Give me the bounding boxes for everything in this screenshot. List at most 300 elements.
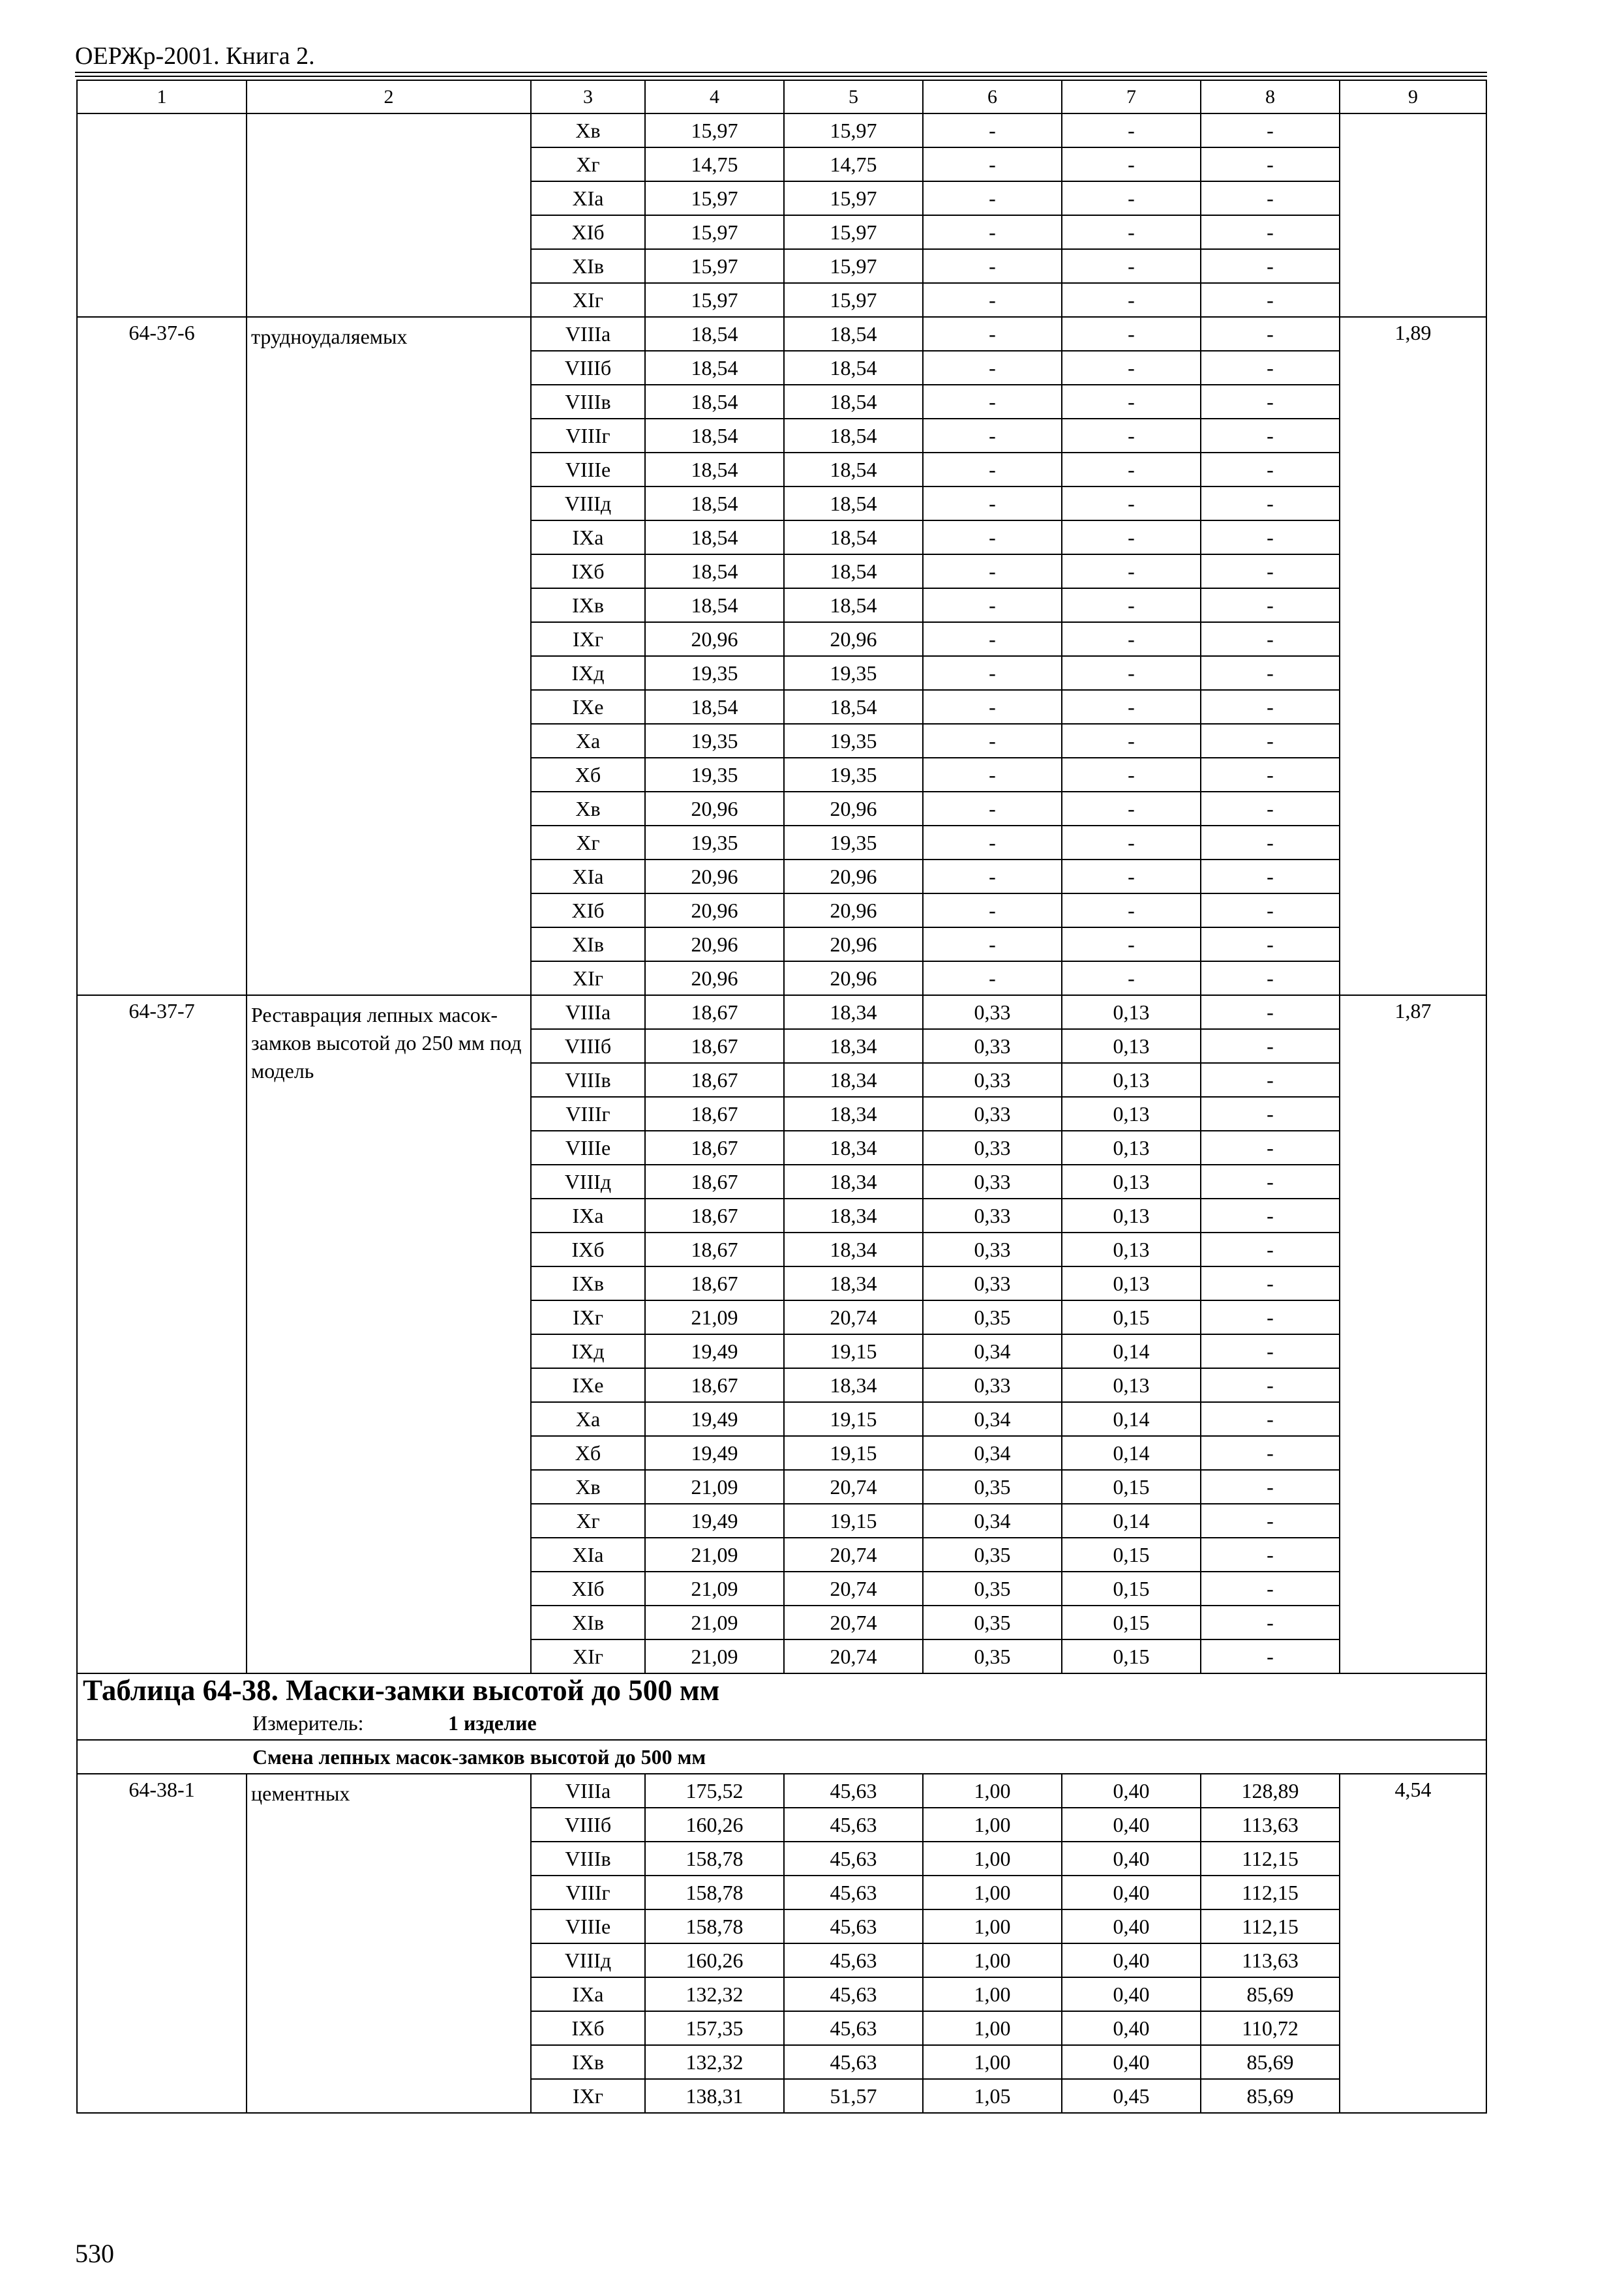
- table-cell: 0,33: [923, 1368, 1062, 1402]
- table-cell: -: [923, 927, 1062, 961]
- table-cell: -: [1201, 588, 1340, 622]
- table-cell: 0,35: [923, 1606, 1062, 1639]
- table-cell: 45,63: [784, 1774, 923, 1808]
- table-cell: 0,15: [1062, 1538, 1201, 1572]
- table-cell: 21,09: [645, 1572, 784, 1606]
- table-cell: 45,63: [784, 1808, 923, 1842]
- table-cell: 0,13: [1062, 1131, 1201, 1165]
- table-cell: VIIIд: [531, 1943, 645, 1977]
- table-cell: -: [1201, 1639, 1340, 1673]
- table-cell: 20,96: [645, 927, 784, 961]
- table-cell: IXв: [531, 2045, 645, 2079]
- table-cell: 0,40: [1062, 1808, 1201, 1842]
- table-cell: 18,54: [645, 317, 784, 351]
- table-cell: 18,54: [645, 419, 784, 453]
- table-cell: -: [923, 758, 1062, 792]
- table-cell: -: [1201, 1029, 1340, 1063]
- table-cell: -: [1201, 1504, 1340, 1538]
- table-cell: -: [1201, 351, 1340, 385]
- table-cell: 0,40: [1062, 1943, 1201, 1977]
- table-cell: -: [1201, 283, 1340, 317]
- table-cell: -: [1201, 1131, 1340, 1165]
- table-cell: 19,15: [784, 1504, 923, 1538]
- table-cell: 0,35: [923, 1470, 1062, 1504]
- item-code: 64-37-6: [77, 317, 247, 995]
- table-cell: 20,96: [645, 792, 784, 826]
- column-number-5: 5: [784, 80, 923, 113]
- table-cell: 18,54: [784, 554, 923, 588]
- table-cell: -: [1201, 893, 1340, 927]
- meter-value: 1 изделие: [448, 1711, 537, 1735]
- subsection-row: [77, 1740, 1486, 1774]
- table-cell: 20,96: [645, 961, 784, 995]
- table-cell: Xб: [531, 1436, 645, 1470]
- table-cell: Xа: [531, 724, 645, 758]
- table-cell: IXе: [531, 690, 645, 724]
- item-name: цементных: [247, 1774, 531, 2113]
- table-cell: IXв: [531, 1266, 645, 1300]
- table-cell: 158,78: [645, 1909, 784, 1943]
- table-cell: 19,35: [784, 656, 923, 690]
- table-cell: 1,00: [923, 1909, 1062, 1943]
- table-cell: 21,09: [645, 1639, 784, 1673]
- table-cell: 1,00: [923, 1808, 1062, 1842]
- table-cell: IXг: [531, 622, 645, 656]
- table-cell: 18,54: [645, 486, 784, 520]
- table-cell: 18,54: [784, 588, 923, 622]
- table-cell: 18,34: [784, 1165, 923, 1199]
- item-name: Реставрация лепных масок-замков высотой до 250 мм под модель: [247, 995, 531, 1673]
- table-cell: -: [923, 622, 1062, 656]
- table-cell: 20,96: [784, 622, 923, 656]
- table-cell: 0,33: [923, 1165, 1062, 1199]
- table-cell: 1,00: [923, 1977, 1062, 2011]
- column-number-8: 8: [1201, 80, 1340, 113]
- table-cell: -: [1062, 317, 1201, 351]
- table-cell: -: [1201, 1368, 1340, 1402]
- item-name: трудноудаляемых: [247, 317, 531, 995]
- table-cell: 1,00: [923, 1774, 1062, 1808]
- table-cell: -: [1201, 554, 1340, 588]
- item-code: 64-37-7: [77, 995, 247, 1673]
- table-cell: 20,74: [784, 1470, 923, 1504]
- column-number-9: 9: [1340, 80, 1486, 113]
- table-cell: -: [1201, 758, 1340, 792]
- table-cell: -: [1201, 792, 1340, 826]
- table-cell: 0,33: [923, 1063, 1062, 1097]
- subsection-cell: [77, 1740, 1486, 1774]
- table-cell: 112,15: [1201, 1842, 1340, 1876]
- table-cell: -: [1062, 656, 1201, 690]
- table-cell: 20,96: [645, 622, 784, 656]
- table-cell: 18,67: [645, 1063, 784, 1097]
- table-cell: 0,13: [1062, 1199, 1201, 1233]
- table-cell: XIг: [531, 283, 645, 317]
- table-cell: 0,35: [923, 1639, 1062, 1673]
- table-cell: 20,96: [784, 893, 923, 927]
- table-cell: 45,63: [784, 2011, 923, 2045]
- table-cell: 0,14: [1062, 1436, 1201, 1470]
- column-number-6: 6: [923, 80, 1062, 113]
- table-cell: -: [1201, 1199, 1340, 1233]
- item-code: 64-38-1: [77, 1774, 247, 2113]
- table-cell: 0,15: [1062, 1470, 1201, 1504]
- table-cell: -: [1062, 283, 1201, 317]
- table-cell: 45,63: [784, 1943, 923, 1977]
- table-cell: -: [923, 283, 1062, 317]
- item-col9: 4,54: [1340, 1774, 1486, 2113]
- table-cell: -: [1201, 961, 1340, 995]
- table-cell: 20,74: [784, 1538, 923, 1572]
- table-cell: 21,09: [645, 1538, 784, 1572]
- table-cell: 18,34: [784, 1368, 923, 1402]
- table-cell: 160,26: [645, 1808, 784, 1842]
- table-cell: 110,72: [1201, 2011, 1340, 2045]
- table-cell: 0,34: [923, 1334, 1062, 1368]
- table-cell: -: [1062, 588, 1201, 622]
- table-cell: 19,49: [645, 1436, 784, 1470]
- table-cell: 19,15: [784, 1334, 923, 1368]
- table-cell: 85,69: [1201, 2045, 1340, 2079]
- table-cell: 0,13: [1062, 1063, 1201, 1097]
- table-row: [77, 995, 1486, 1029]
- table-cell: VIIIе: [531, 1909, 645, 1943]
- table-cell: 0,13: [1062, 995, 1201, 1029]
- column-number-1: 1: [77, 80, 247, 113]
- table-cell: 0,35: [923, 1300, 1062, 1334]
- table-cell: 20,96: [784, 860, 923, 893]
- table-title: Таблица 64-38. Маски-замки высотой до 500 мм: [77, 1673, 1486, 1707]
- table-cell: 18,54: [645, 351, 784, 385]
- table-cell: -: [923, 249, 1062, 283]
- table-cell: VIIIд: [531, 1165, 645, 1199]
- table-cell: VIIIа: [531, 1774, 645, 1808]
- column-number-7: 7: [1062, 80, 1201, 113]
- table-cell: XIб: [531, 215, 645, 249]
- table-cell: XIа: [531, 1538, 645, 1572]
- table-cell: -: [1201, 860, 1340, 893]
- table-cell: 0,14: [1062, 1334, 1201, 1368]
- table-cell: -: [1201, 181, 1340, 215]
- table-cell: 18,54: [784, 419, 923, 453]
- item-col9: 1,89: [1340, 317, 1486, 995]
- table-cell: -: [923, 826, 1062, 860]
- table-cell: 113,63: [1201, 1943, 1340, 1977]
- table-cell: 0,34: [923, 1436, 1062, 1470]
- item-code: [77, 113, 247, 317]
- table-cell: 15,97: [645, 283, 784, 317]
- table-cell: 18,54: [784, 351, 923, 385]
- table-cell: -: [1062, 622, 1201, 656]
- table-cell: -: [1201, 385, 1340, 419]
- table-cell: 18,67: [645, 1199, 784, 1233]
- table-cell: -: [1201, 1470, 1340, 1504]
- subsection-title: Смена лепных масок-замков высотой до 500 мм: [252, 1745, 706, 1769]
- table-cell: -: [1062, 147, 1201, 181]
- table-cell: -: [923, 385, 1062, 419]
- table-cell: IXд: [531, 656, 645, 690]
- table-cell: XIв: [531, 927, 645, 961]
- table-cell: 18,54: [784, 385, 923, 419]
- table-cell: 1,00: [923, 2045, 1062, 2079]
- table-cell: -: [1201, 690, 1340, 724]
- table-cell: 1,00: [923, 1842, 1062, 1876]
- table-row: [77, 113, 1486, 147]
- table-cell: -: [1201, 520, 1340, 554]
- table-cell: -: [1201, 317, 1340, 351]
- table-cell: XIа: [531, 181, 645, 215]
- table-cell: 14,75: [645, 147, 784, 181]
- table-cell: 0,33: [923, 995, 1062, 1029]
- table-cell: -: [1201, 113, 1340, 147]
- table-cell: 18,54: [645, 588, 784, 622]
- table-cell: -: [1201, 1436, 1340, 1470]
- table-cell: 0,14: [1062, 1402, 1201, 1436]
- table-cell: IXб: [531, 554, 645, 588]
- table-cell: 45,63: [784, 1909, 923, 1943]
- table-cell: -: [1062, 860, 1201, 893]
- table-cell: 0,40: [1062, 1842, 1201, 1876]
- table-cell: 15,97: [784, 283, 923, 317]
- table-cell: -: [1062, 181, 1201, 215]
- table-cell: -: [923, 486, 1062, 520]
- table-cell: VIIIб: [531, 1029, 645, 1063]
- table-cell: 19,35: [645, 758, 784, 792]
- table-cell: 157,35: [645, 2011, 784, 2045]
- item-name: [247, 113, 531, 317]
- table-cell: -: [1062, 826, 1201, 860]
- table-cell: Xа: [531, 1402, 645, 1436]
- table-cell: 113,63: [1201, 1808, 1340, 1842]
- table-cell: -: [1201, 1606, 1340, 1639]
- table-cell: -: [1062, 215, 1201, 249]
- table-cell: Xг: [531, 1504, 645, 1538]
- table-cell: VIIIе: [531, 1131, 645, 1165]
- table-cell: 18,54: [645, 385, 784, 419]
- table-cell: 51,57: [784, 2079, 923, 2113]
- column-number-3: 3: [531, 80, 645, 113]
- table-cell: 0,33: [923, 1266, 1062, 1300]
- table-cell: -: [1201, 1572, 1340, 1606]
- table-cell: 18,67: [645, 1368, 784, 1402]
- header-rule-top: [75, 72, 1487, 73]
- table-cell: 138,31: [645, 2079, 784, 2113]
- table-cell: XIб: [531, 1572, 645, 1606]
- table-cell: XIв: [531, 249, 645, 283]
- table-cell: 132,32: [645, 2045, 784, 2079]
- table-cell: VIIIб: [531, 351, 645, 385]
- table-cell: 0,33: [923, 1131, 1062, 1165]
- table-cell: 0,40: [1062, 1774, 1201, 1808]
- table-cell: -: [1062, 961, 1201, 995]
- table-cell: -: [1062, 419, 1201, 453]
- table-cell: -: [1062, 385, 1201, 419]
- table-cell: XIв: [531, 1606, 645, 1639]
- table-cell: 18,54: [784, 690, 923, 724]
- table-cell: 18,34: [784, 995, 923, 1029]
- table-cell: 0,33: [923, 1199, 1062, 1233]
- table-cell: VIIIб: [531, 1808, 645, 1842]
- table-cell: 15,97: [784, 181, 923, 215]
- table-cell: -: [1201, 995, 1340, 1029]
- table-cell: Xв: [531, 792, 645, 826]
- table-cell: -: [1062, 249, 1201, 283]
- table-cell: IXе: [531, 1368, 645, 1402]
- table-cell: 0,13: [1062, 1233, 1201, 1266]
- table-cell: 20,74: [784, 1300, 923, 1334]
- table-cell: 0,35: [923, 1538, 1062, 1572]
- table-cell: IXа: [531, 1199, 645, 1233]
- table-cell: 19,35: [645, 724, 784, 758]
- column-number-4: 4: [645, 80, 784, 113]
- section-title-row: [77, 1673, 1486, 1707]
- table-cell: XIг: [531, 1639, 645, 1673]
- table-cell: 19,35: [645, 656, 784, 690]
- table-cell: 19,49: [645, 1402, 784, 1436]
- table-cell: XIб: [531, 893, 645, 927]
- table-cell: 0,34: [923, 1504, 1062, 1538]
- table-cell: -: [1201, 1538, 1340, 1572]
- table-cell: Xг: [531, 147, 645, 181]
- table-cell: 45,63: [784, 1842, 923, 1876]
- table-cell: 0,13: [1062, 1029, 1201, 1063]
- table-cell: VIIIа: [531, 317, 645, 351]
- table-cell: -: [1062, 690, 1201, 724]
- table-cell: 0,14: [1062, 1504, 1201, 1538]
- table-cell: -: [1201, 1165, 1340, 1199]
- table-cell: 1,05: [923, 2079, 1062, 2113]
- table-cell: 19,35: [784, 826, 923, 860]
- table-cell: -: [1201, 453, 1340, 486]
- table-cell: 0,33: [923, 1029, 1062, 1063]
- table-cell: -: [1062, 758, 1201, 792]
- table-cell: 18,34: [784, 1097, 923, 1131]
- table-cell: -: [1062, 520, 1201, 554]
- table-cell: 0,40: [1062, 1876, 1201, 1909]
- table-cell: 15,97: [645, 249, 784, 283]
- table-cell: 1,00: [923, 1943, 1062, 1977]
- table-cell: 18,34: [784, 1029, 923, 1063]
- meter-label: Измеритель:: [252, 1711, 364, 1735]
- running-header: ОЕРЖр-2001. Книга 2.: [75, 42, 315, 70]
- table-cell: IXа: [531, 520, 645, 554]
- table-cell: VIIIг: [531, 1876, 645, 1909]
- table-cell: IXв: [531, 588, 645, 622]
- table-cell: XIа: [531, 860, 645, 893]
- table-cell: 19,15: [784, 1436, 923, 1470]
- table-cell: 18,67: [645, 1097, 784, 1131]
- item-col9: [1340, 113, 1486, 317]
- table-cell: 20,74: [784, 1639, 923, 1673]
- table-cell: -: [1062, 486, 1201, 520]
- table-cell: -: [1062, 554, 1201, 588]
- table-cell: 18,34: [784, 1131, 923, 1165]
- table-cell: 18,34: [784, 1233, 923, 1266]
- table-cell: -: [1201, 215, 1340, 249]
- table-cell: 0,15: [1062, 1606, 1201, 1639]
- table-cell: 20,96: [645, 893, 784, 927]
- table-cell: -: [1062, 453, 1201, 486]
- table-cell: 18,34: [784, 1199, 923, 1233]
- table-cell: -: [923, 351, 1062, 385]
- table-cell: IXг: [531, 2079, 645, 2113]
- table-cell: 160,26: [645, 1943, 784, 1977]
- table-cell: 85,69: [1201, 1977, 1340, 2011]
- item-col9: 1,87: [1340, 995, 1486, 1673]
- table-cell: 21,09: [645, 1470, 784, 1504]
- table-cell: Xг: [531, 826, 645, 860]
- table-cell: 1,00: [923, 1876, 1062, 1909]
- table-cell: 19,35: [784, 758, 923, 792]
- rates-table: [76, 80, 1487, 2114]
- table-cell: -: [923, 453, 1062, 486]
- table-cell: IXд: [531, 1334, 645, 1368]
- header-rule-bottom: [75, 76, 1487, 77]
- table-cell: -: [923, 317, 1062, 351]
- table-cell: 0,15: [1062, 1639, 1201, 1673]
- table-cell: 14,75: [784, 147, 923, 181]
- table-cell: VIIIв: [531, 1842, 645, 1876]
- table-cell: -: [923, 893, 1062, 927]
- table-cell: Xв: [531, 113, 645, 147]
- table-cell: 45,63: [784, 2045, 923, 2079]
- table-cell: VIIIг: [531, 419, 645, 453]
- table-cell: 15,97: [784, 215, 923, 249]
- table-cell: 18,54: [784, 486, 923, 520]
- table-cell: -: [923, 656, 1062, 690]
- table-cell: -: [1062, 893, 1201, 927]
- table-cell: -: [923, 215, 1062, 249]
- table-cell: -: [1201, 1334, 1340, 1368]
- table-cell: -: [923, 113, 1062, 147]
- table-cell: 19,35: [645, 826, 784, 860]
- table-cell: 18,54: [645, 554, 784, 588]
- table-cell: -: [1201, 1063, 1340, 1097]
- table-cell: -: [1062, 792, 1201, 826]
- table-cell: 158,78: [645, 1876, 784, 1909]
- table-cell: -: [1201, 826, 1340, 860]
- table-cell: 20,96: [645, 860, 784, 893]
- table-cell: VIIIв: [531, 1063, 645, 1097]
- meter-row: [77, 1707, 1486, 1740]
- table-cell: 128,89: [1201, 1774, 1340, 1808]
- table-cell: -: [1062, 927, 1201, 961]
- table-cell: 15,97: [645, 113, 784, 147]
- table-cell: 21,09: [645, 1300, 784, 1334]
- column-number-2: 2: [247, 80, 531, 113]
- table-cell: 0,13: [1062, 1097, 1201, 1131]
- table-cell: 0,13: [1062, 1368, 1201, 1402]
- page-number: 530: [75, 2239, 114, 2268]
- table-cell: 85,69: [1201, 2079, 1340, 2113]
- table-cell: 20,74: [784, 1572, 923, 1606]
- table-cell: 20,96: [784, 927, 923, 961]
- table-cell: 0,33: [923, 1233, 1062, 1266]
- table-cell: VIIIд: [531, 486, 645, 520]
- table-cell: -: [1201, 724, 1340, 758]
- table-cell: 0,13: [1062, 1165, 1201, 1199]
- table-cell: IXб: [531, 1233, 645, 1266]
- table-cell: XIг: [531, 961, 645, 995]
- table-cell: -: [923, 860, 1062, 893]
- table-cell: 15,97: [784, 249, 923, 283]
- table-cell: 18,34: [784, 1063, 923, 1097]
- table-cell: 112,15: [1201, 1876, 1340, 1909]
- table-cell: 15,97: [645, 181, 784, 215]
- table-cell: 18,54: [784, 317, 923, 351]
- table-cell: -: [923, 181, 1062, 215]
- table-cell: 18,67: [645, 1131, 784, 1165]
